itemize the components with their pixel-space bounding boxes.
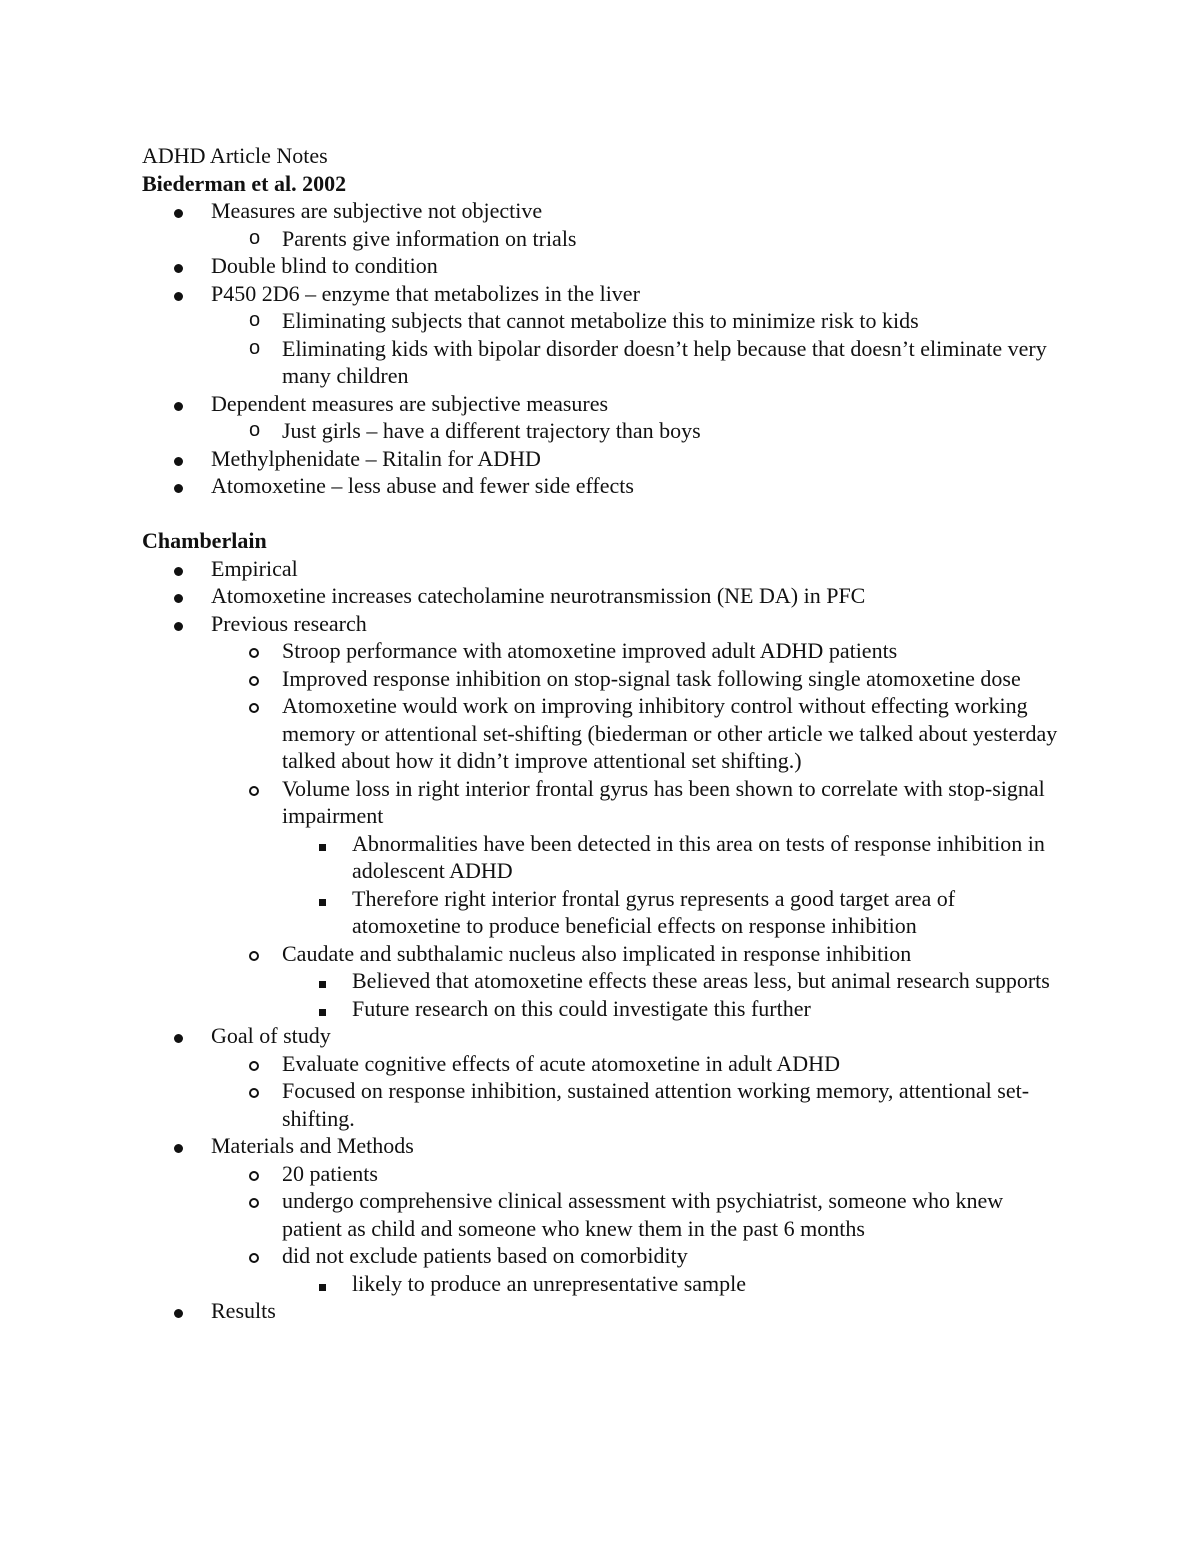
bullet-icon bbox=[174, 390, 194, 418]
bullet-icon bbox=[174, 582, 194, 610]
list-item: Believed that atomoxetine effects these areas less, but animal research supports bbox=[142, 967, 1062, 995]
bullet-icon bbox=[174, 472, 194, 500]
square-bullet-icon bbox=[319, 967, 339, 995]
list-item: Previous research bbox=[142, 610, 1062, 638]
section-heading-chamberlain: Chamberlain bbox=[142, 528, 267, 553]
hollow-circle-icon: o bbox=[249, 226, 261, 249]
bullet-icon bbox=[174, 197, 194, 225]
list-item: Methylphenidate – Ritalin for ADHD bbox=[142, 445, 1062, 473]
bullet-icon bbox=[174, 610, 194, 638]
bullet-icon bbox=[174, 445, 194, 473]
hollow-circle-icon bbox=[249, 1187, 269, 1215]
hollow-circle-icon bbox=[249, 1077, 269, 1105]
list-item: o Eliminating subjects that cannot metabolize this to minimize risk to kids bbox=[249, 308, 919, 333]
list-item: o Eliminating kids with bipolar disorder doesn’t help because that doesn’t eliminate very many children bbox=[249, 335, 1047, 388]
hollow-circle-icon bbox=[249, 637, 269, 665]
list-item: Atomoxetine increases catecholamine neurotransmission (NE DA) in PFC bbox=[142, 582, 1062, 610]
bullet-icon bbox=[174, 1022, 194, 1050]
square-bullet-icon bbox=[319, 995, 339, 1023]
document-title: ADHD Article Notes bbox=[142, 143, 328, 168]
list-item: Dependent measures are subjective measures bbox=[142, 390, 1062, 418]
list-item: Empirical bbox=[142, 555, 1062, 583]
bullet-icon bbox=[174, 1297, 194, 1325]
list-item: Volume loss in right interior frontal gyrus has been shown to correlate with stop-signal impairment bbox=[142, 775, 1062, 830]
list-item: Goal of study bbox=[142, 1022, 1062, 1050]
list-item: Improved response inhibition on stop-signal task following single atomoxetine dose bbox=[142, 665, 1062, 693]
hollow-circle-icon bbox=[249, 1242, 269, 1270]
hollow-circle-icon bbox=[249, 1160, 269, 1188]
list-item: Caudate and subthalamic nucleus also implicated in response inhibition bbox=[142, 940, 1062, 968]
list-item: P450 2D6 – enzyme that metabolizes in the liver bbox=[142, 280, 1062, 308]
list-item: Measures are subjective not objective bbox=[142, 197, 1062, 225]
bullet-icon bbox=[174, 555, 194, 583]
list-item: Results bbox=[142, 1297, 1062, 1325]
list-item: Stroop performance with atomoxetine improved adult ADHD patients bbox=[142, 637, 1062, 665]
hollow-circle-icon bbox=[249, 940, 269, 968]
hollow-circle-icon: o bbox=[249, 419, 261, 441]
list-item: did not exclude patients based on comorbidity bbox=[142, 1242, 1062, 1270]
list-item: Atomoxetine – less abuse and fewer side effects bbox=[142, 472, 1062, 500]
hollow-circle-icon bbox=[249, 692, 269, 720]
list-item: Future research on this could investigate this further bbox=[142, 995, 1062, 1023]
hollow-circle-icon bbox=[249, 775, 269, 803]
paragraph-gap bbox=[142, 500, 1062, 528]
list-item: Abnormalities have been detected in this area on tests of response inhibition in adolescent ADHD bbox=[142, 830, 1062, 885]
section-heading-biederman: Biederman et al. 2002 bbox=[142, 170, 347, 196]
list-item: Atomoxetine would work on improving inhibitory control without effecting working memory or attentional set-shifting (biederman or other article we talked about yesterday talked about how it didn’t improve attentional set shifting.) bbox=[142, 692, 1062, 775]
list-item: 20 patients bbox=[142, 1160, 1062, 1188]
square-bullet-icon bbox=[319, 885, 339, 913]
list-item: undergo comprehensive clinical assessment with psychiatrist, someone who knew patient as child and someone who knew them in the past 6 months bbox=[142, 1187, 1062, 1242]
list-item: Double blind to condition bbox=[142, 252, 1062, 280]
bullet-icon bbox=[174, 1132, 194, 1160]
bullet-icon bbox=[174, 280, 194, 308]
list-item: Focused on response inhibition, sustained attention working memory, attentional set-shifting. bbox=[142, 1077, 1062, 1132]
list-item: o Just girls – have a different trajectory than boys bbox=[249, 418, 701, 443]
square-bullet-icon bbox=[319, 1270, 339, 1298]
list-item: Materials and Methods bbox=[142, 1132, 1062, 1160]
hollow-circle-icon bbox=[249, 1050, 269, 1078]
list-item: o Parents give information on trials bbox=[249, 225, 577, 251]
list-item: Therefore right interior frontal gyrus represents a good target area of atomoxetine to produce beneficial effects on response inhibition bbox=[142, 885, 1062, 940]
hollow-circle-icon: o bbox=[249, 336, 261, 359]
hollow-circle-icon bbox=[249, 665, 269, 693]
list-item: likely to produce an unrepresentative sample bbox=[142, 1270, 1062, 1298]
square-bullet-icon bbox=[319, 830, 339, 858]
list-item: Evaluate cognitive effects of acute atomoxetine in adult ADHD bbox=[142, 1050, 1062, 1078]
bullet-icon bbox=[174, 252, 194, 280]
hollow-circle-icon: o bbox=[249, 309, 261, 331]
document-body bbox=[142, 142, 1062, 1325]
